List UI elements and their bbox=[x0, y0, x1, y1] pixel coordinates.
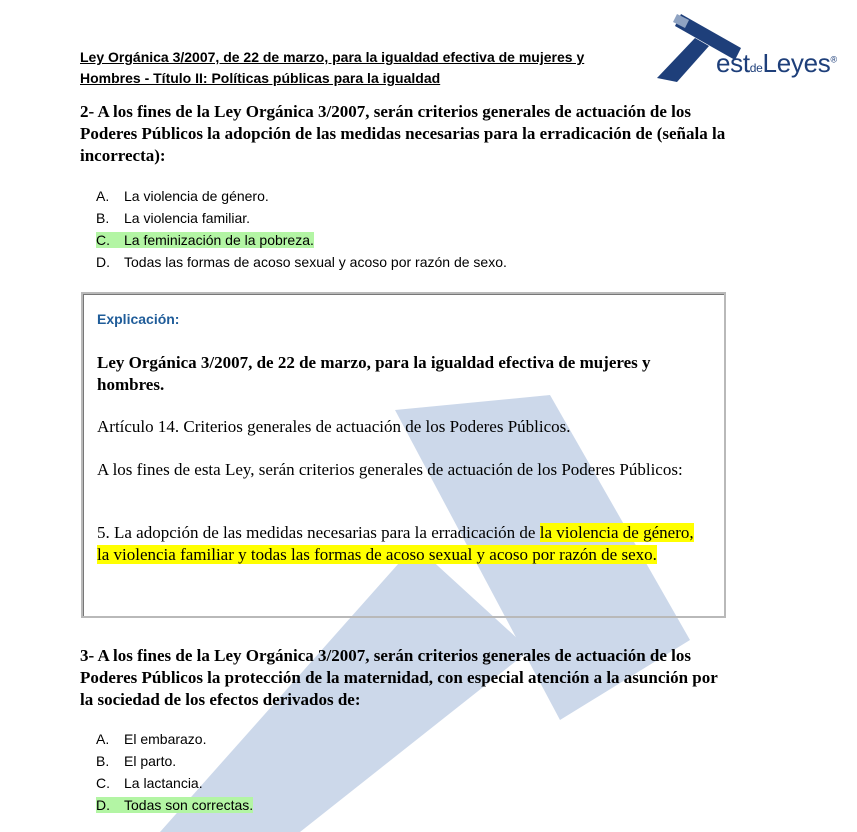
logo-word-leyes: Leyes bbox=[762, 48, 831, 78]
question-2: 2- A los fines de la Ley Orgánica 3/2007, serán criterios generales de actuación de los Poderes Públicos la adopción de las medidas necesarias para la erradicación de (señala la incorrecta): bbox=[80, 102, 726, 165]
explanation-title: Explicación: bbox=[97, 311, 180, 327]
option-letter: A. bbox=[96, 188, 110, 204]
option-text: La lactancia. bbox=[124, 775, 203, 791]
registered-mark: ® bbox=[830, 54, 837, 65]
explanation-item-highlight: la violencia de género, la violencia familiar y todas las formas de acoso sexual y acoso por razón de sexo. bbox=[97, 523, 694, 564]
option-text: Todas son correctas. bbox=[124, 797, 254, 813]
option-text: La violencia familiar. bbox=[124, 210, 251, 226]
option-text: La feminización de la pobreza. bbox=[124, 232, 314, 248]
document-header bbox=[80, 47, 640, 89]
option-a[interactable] bbox=[96, 185, 507, 207]
explanation-intro: A los fines de esta Ley, serán criterios generales de actuación de los Poderes Públicos: bbox=[97, 460, 683, 479]
option-a[interactable] bbox=[96, 728, 253, 750]
question-3: 3- A los fines de la Ley Orgánica 3/2007, serán criterios generales de actuación de los Poderes Públicos la protección de la maternidad, con especial atención a la asunción por la sociedad de los efectos derivados de: bbox=[80, 646, 718, 709]
option-text: Todas las formas de acoso sexual y acoso por razón de sexo. bbox=[124, 254, 507, 270]
logo-word-de: de bbox=[749, 61, 763, 75]
option-letter: A. bbox=[96, 731, 110, 747]
option-d-correct[interactable] bbox=[96, 794, 253, 816]
explanation-article: Artículo 14. Criterios generales de actuación de los Poderes Públicos. bbox=[97, 417, 571, 436]
option-b[interactable] bbox=[96, 750, 253, 772]
header-line-1: Ley Orgánica 3/2007, de 22 de marzo, para la igualdad efectiva de mujeres y bbox=[80, 49, 585, 65]
option-text: La violencia de género. bbox=[124, 188, 269, 204]
question-2-options bbox=[96, 185, 507, 273]
option-text: El embarazo. bbox=[124, 731, 207, 747]
option-letter: C. bbox=[96, 775, 110, 791]
explanation-item-text: 5. La adopción de las medidas necesarias para la erradicación de bbox=[97, 523, 540, 542]
option-letter: D. bbox=[96, 797, 110, 813]
option-letter: D. bbox=[96, 254, 110, 270]
explanation-item bbox=[97, 522, 707, 566]
option-c[interactable] bbox=[96, 772, 253, 794]
logo-wordmark bbox=[716, 48, 837, 79]
option-c-correct[interactable] bbox=[96, 229, 507, 251]
question-3-options bbox=[96, 728, 253, 816]
option-letter: C. bbox=[96, 232, 110, 248]
option-b[interactable] bbox=[96, 207, 507, 229]
option-text: El parto. bbox=[124, 753, 177, 769]
option-d[interactable] bbox=[96, 251, 507, 273]
explanation-law-title: Ley Orgánica 3/2007, de 22 de marzo, para la igualdad efectiva de mujeres y hombres. bbox=[97, 353, 651, 394]
explanation-box bbox=[81, 292, 726, 618]
logo-word-est: est bbox=[716, 48, 750, 78]
option-letter: B. bbox=[96, 753, 110, 769]
header-line-2: Hombres - Título II: Políticas públicas para la igualdad bbox=[80, 70, 441, 86]
option-letter: B. bbox=[96, 210, 110, 226]
